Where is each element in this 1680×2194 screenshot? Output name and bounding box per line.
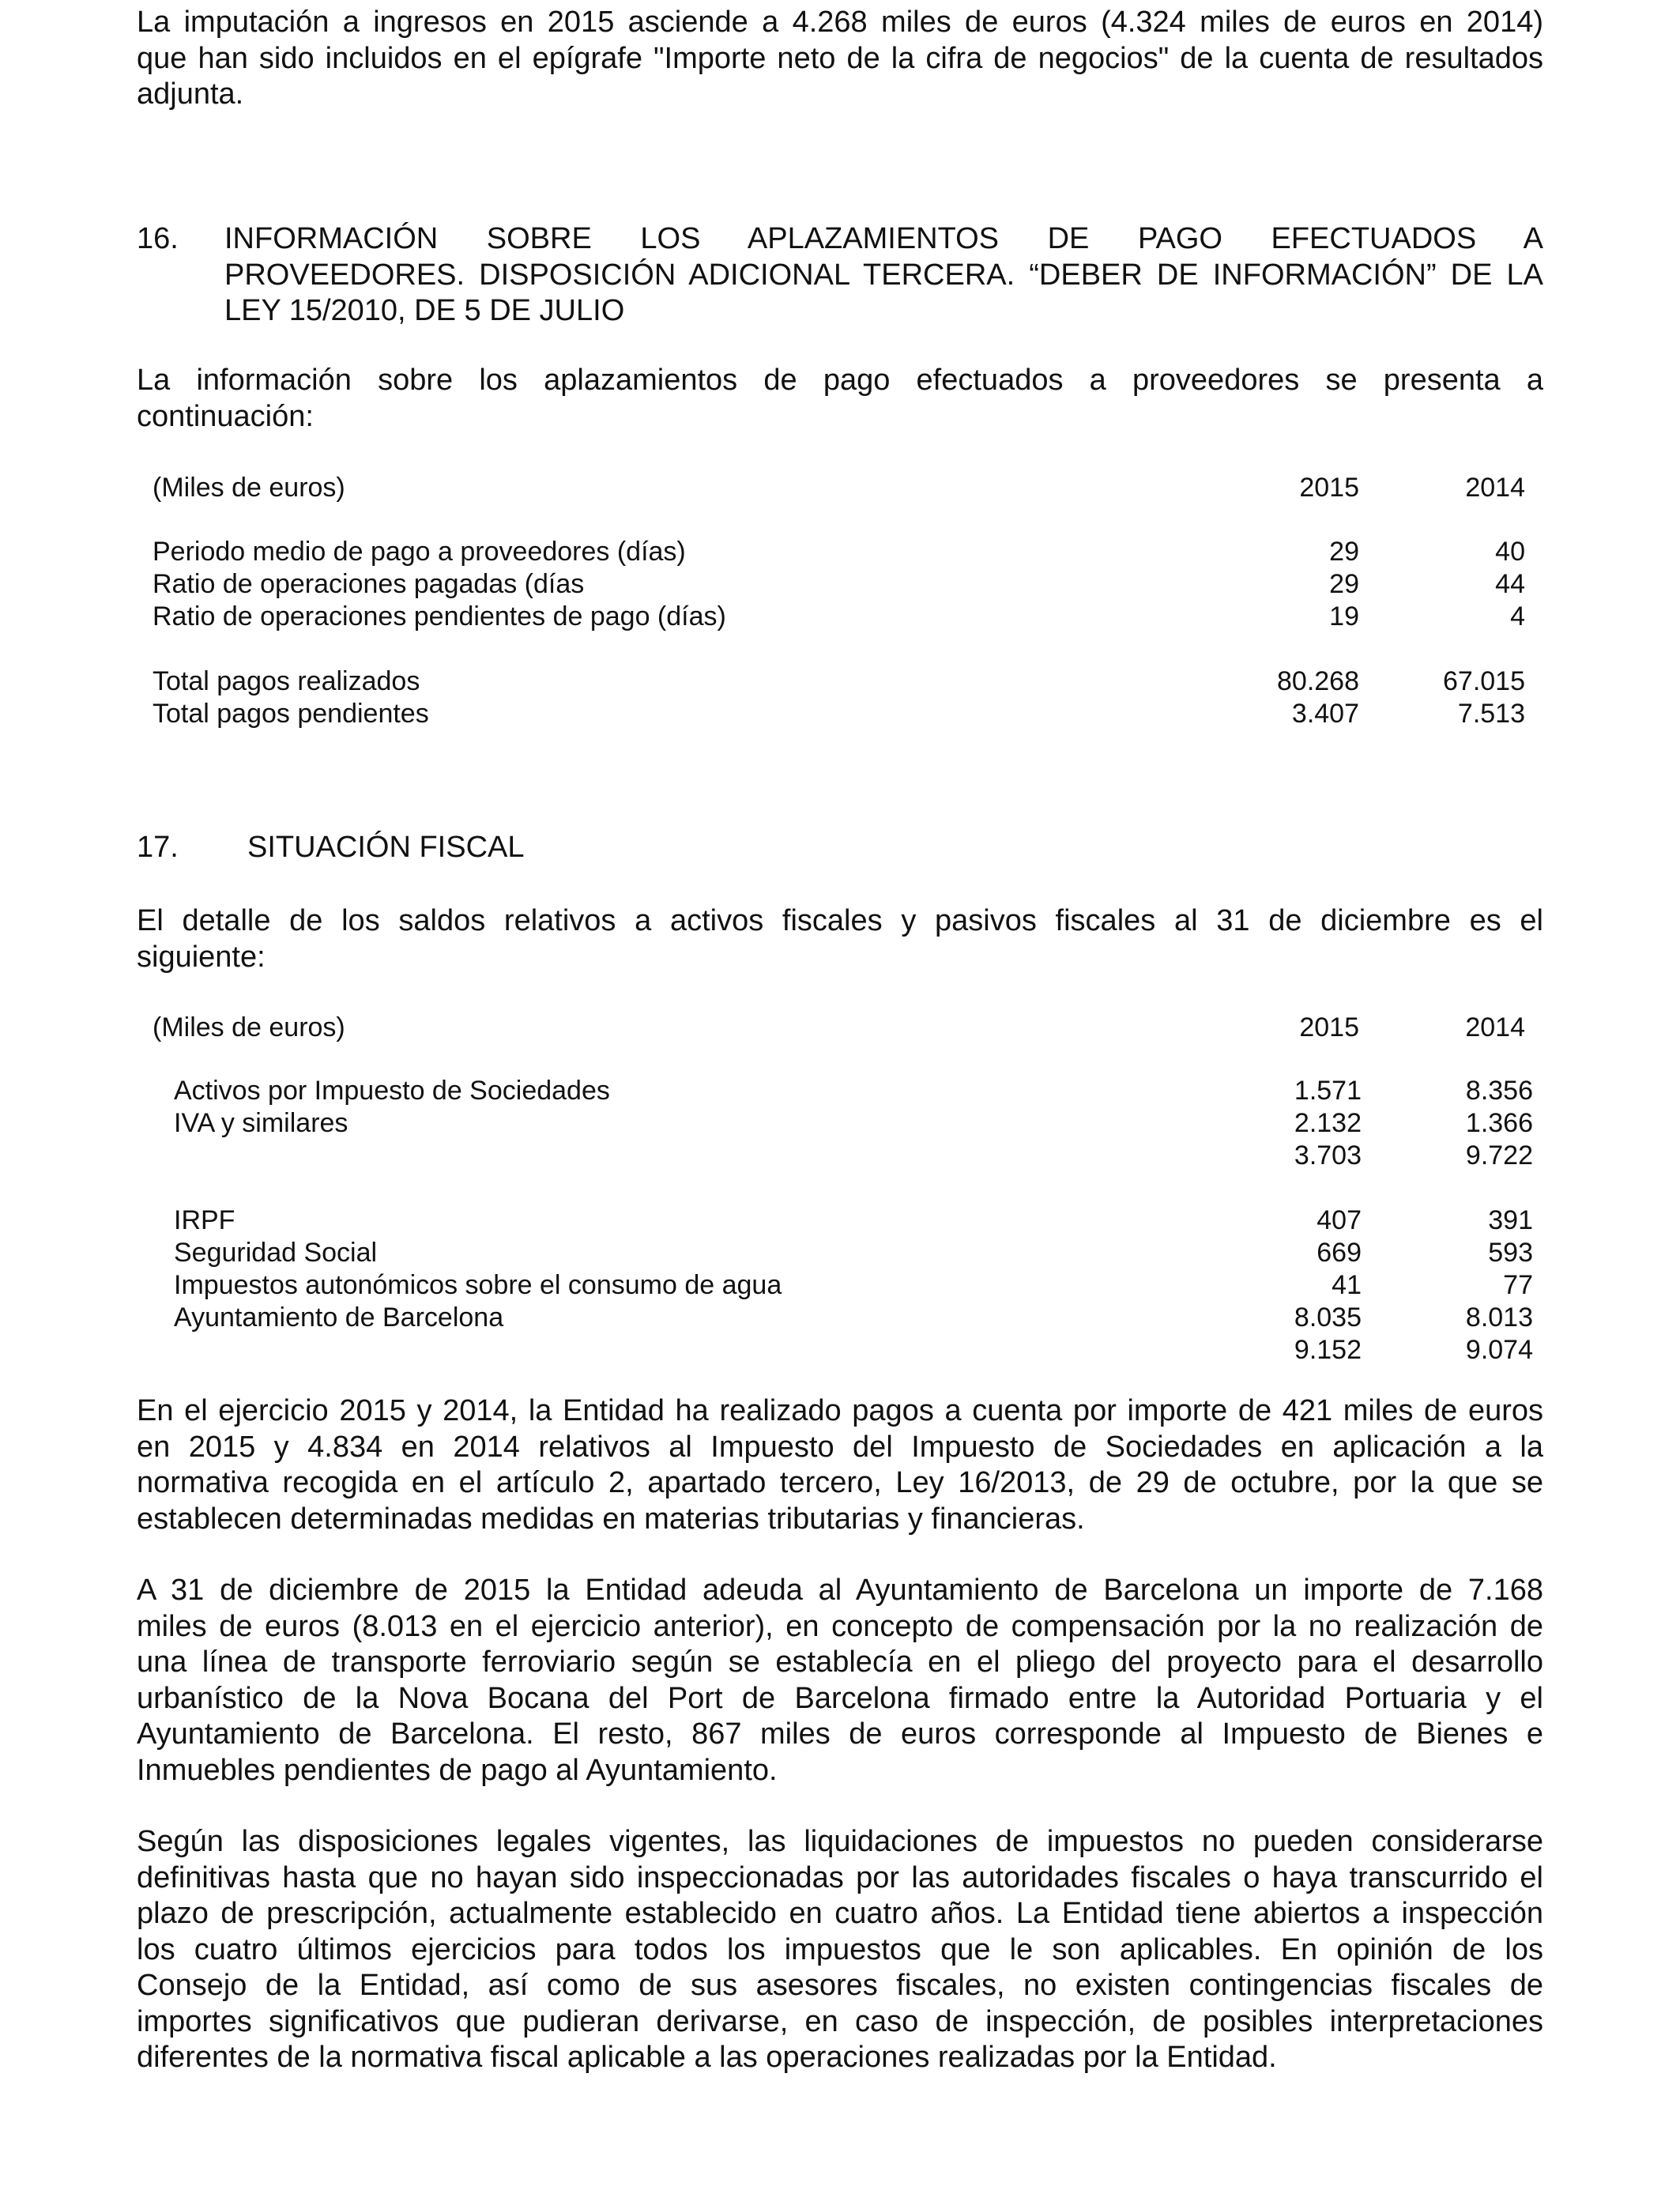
- paragraph-line: urbanístico de la Nova Bocana del Port de Barcelona firmado entre la Autoridad Portuaria y el: [137, 1681, 1543, 1715]
- paragraph-line: plazo de prescripción, actualmente establecido en cuatro años. La Entidad tiene abiertos a inspección: [137, 1897, 1543, 1930]
- table-row-value-2015: 8.035: [1294, 1302, 1362, 1333]
- section-17-title: SITUACIÓN FISCAL: [247, 831, 525, 864]
- paragraph-line: importes significativos que pudieran derivarse, en caso de inspección, de posibles interpretaciones: [137, 2004, 1543, 2038]
- section-16-intro-line: continuación:: [137, 399, 314, 433]
- paragraph-line: los cuatro últimos ejercicios para todos los impuestos que le son aplicables. En opinión de los: [137, 1932, 1543, 1966]
- table-row-label: Impuestos autonómicos sobre el consumo de agua: [174, 1270, 782, 1300]
- table-header-year: 2014: [1465, 473, 1525, 503]
- table-row-value-2015: 2.132: [1294, 1108, 1362, 1138]
- table-row-value-2014: 4: [1510, 601, 1525, 631]
- paragraph-line: en 2015 y 4.834 en 2014 relativos al Impuesto del Impuesto de Sociedades en aplicación a la: [137, 1430, 1543, 1464]
- table-row-value-2015: 407: [1317, 1205, 1362, 1235]
- table-row-value-2014: 593: [1488, 1238, 1533, 1268]
- table-row: [0, 1204, 1680, 1237]
- table-header-year: 2015: [1299, 1012, 1359, 1042]
- table-row-value-2015: 29: [1329, 537, 1359, 567]
- table-row: [0, 536, 1680, 568]
- section-17-intro: [137, 903, 1543, 975]
- paragraph-line: Inmuebles pendientes de pago al Ayuntamiento.: [137, 1753, 778, 1787]
- table-row-value-2015: 669: [1317, 1238, 1362, 1268]
- table-row-value-2015: 29: [1329, 569, 1359, 599]
- section-16-intro: [137, 363, 1543, 435]
- paragraph-line: Consejo de la Entidad, así como de sus asesores fiscales, no existen contingencias fiscales de: [137, 1969, 1543, 2002]
- table-row-label: IRPF: [174, 1205, 235, 1235]
- paragraph-line: miles de euros (8.013 en el ejercicio anterior), en concepto de compensación por la no realización de: [137, 1609, 1543, 1643]
- section-16-title-line: PROVEEDORES. DISPOSICIÓN ADICIONAL TERCERA. “DEBER DE INFORMACIÓN” DE LA: [224, 258, 1543, 292]
- intro-line: que han sido incluidos en el epígrafe "Importe neto de la cifra de negocios" de la cuenta de resultados: [137, 41, 1543, 75]
- table-row-label: Total pagos realizados: [153, 666, 420, 696]
- table-row-value-2014: 77: [1503, 1270, 1533, 1300]
- table-row-value-2014: 8.356: [1465, 1076, 1533, 1106]
- intro-paragraph: [137, 5, 1543, 113]
- section-16-title-line: LEY 15/2010, DE 5 DE JULIO: [224, 294, 625, 327]
- paragraph-line: diferentes de la normativa fiscal aplicable a las operaciones realizadas por la Entidad.: [137, 2041, 1277, 2074]
- table-subtotal-row: [0, 1334, 1680, 1367]
- table-row: [0, 1237, 1680, 1269]
- table-row-value-2014: 44: [1495, 569, 1525, 599]
- table-header-label: (Miles de euros): [153, 1012, 345, 1042]
- paragraph-line: establecen determinadas medidas en materias tributarias y financieras.: [137, 1502, 1085, 1536]
- intro-line: adjunta.: [137, 77, 244, 111]
- table-row: [0, 698, 1680, 730]
- paragraph-line: normativa recogida en el artículo 2, apartado tercero, Ley 16/2013, de 29 de octubre, por la que se: [137, 1466, 1543, 1499]
- table-row: [0, 568, 1680, 601]
- table-row-value-2014: 8.013: [1465, 1302, 1533, 1333]
- table-row: [0, 1107, 1680, 1140]
- paragraph-line: una línea de transporte ferroviario según se establecía en el pliego del proyecto para el desarrollo: [137, 1646, 1543, 1679]
- table-row-value-2015: 19: [1329, 601, 1359, 631]
- table-row-label: IVA y similares: [174, 1108, 348, 1138]
- section-16-title-line: INFORMACIÓN SOBRE LOS APLAZAMIENTOS DE PAGO EFECTUADOS A: [224, 222, 1543, 255]
- table-subtotal-row: [0, 1140, 1680, 1172]
- paragraph-line: En el ejercicio 2015 y 2014, la Entidad ha realizado pagos a cuenta por importe de 421 miles de euros: [137, 1394, 1543, 1427]
- subtotal-value-2015: 3.703: [1294, 1140, 1362, 1171]
- table-row-value-2015: 3.407: [1291, 699, 1359, 729]
- table-row-value-2014: 7.513: [1457, 699, 1525, 729]
- table-header-label: (Miles de euros): [153, 473, 345, 503]
- table-header-year: 2014: [1465, 1012, 1525, 1042]
- table-row-label: Ratio de operaciones pagadas (días: [153, 569, 585, 599]
- section-17-number: 17.: [137, 831, 179, 864]
- table-row-label: Seguridad Social: [174, 1238, 378, 1268]
- table-header-row: [0, 1012, 1680, 1044]
- table-row-label: Total pagos pendientes: [153, 699, 429, 729]
- subtotal-value-2015: 9.152: [1294, 1335, 1362, 1365]
- table-row-label: Periodo medio de pago a proveedores (días): [153, 537, 686, 567]
- section-17-paragraph-2: [137, 1573, 1543, 1789]
- table-row-label: Ayuntamiento de Barcelona: [174, 1302, 504, 1333]
- table-header-row: [0, 472, 1680, 504]
- section-17-paragraph-1: [137, 1393, 1543, 1537]
- table-row-value-2015: 41: [1332, 1270, 1362, 1300]
- paragraph-line: Ayuntamiento de Barcelona. El resto, 867 miles de euros corresponde al Impuesto de Bienes e: [137, 1717, 1543, 1751]
- table-row: [0, 665, 1680, 698]
- table-row-label: Activos por Impuesto de Sociedades: [174, 1076, 610, 1106]
- table-header-year: 2015: [1299, 473, 1359, 503]
- table-row: [0, 1269, 1680, 1302]
- table-row-label: Ratio de operaciones pendientes de pago (días): [153, 601, 726, 631]
- table-row: [0, 1302, 1680, 1334]
- section-16-title: [224, 221, 1543, 330]
- table-row: [0, 601, 1680, 633]
- table-row-value-2015: 1.571: [1294, 1076, 1362, 1106]
- section-17-intro-line: siguiente:: [137, 940, 266, 974]
- section-17-intro-line: El detalle de los saldos relativos a activos fiscales y pasivos fiscales al 31 de diciembre es el: [137, 904, 1543, 937]
- table-row-value-2014: 391: [1488, 1205, 1533, 1235]
- table-row-value-2014: 67.015: [1443, 666, 1525, 696]
- subtotal-value-2014: 9.074: [1465, 1335, 1533, 1365]
- section-17-paragraph-3: [137, 1824, 1543, 2076]
- table-row-value-2014: 40: [1495, 537, 1525, 567]
- table-row-value-2015: 80.268: [1277, 666, 1359, 696]
- section-16-intro-line: La información sobre los aplazamientos de pago efectuados a proveedores se presenta a: [137, 364, 1543, 397]
- table-row-value-2014: 1.366: [1465, 1108, 1533, 1138]
- paragraph-line: Según las disposiciones legales vigentes, las liquidaciones de impuestos no pueden considerarse: [137, 1825, 1543, 1858]
- section-16-number: 16.: [137, 222, 179, 255]
- paragraph-line: definitivas hasta que no hayan sido inspeccionadas por las autoridades fiscales o haya transcurrido el: [137, 1860, 1543, 1894]
- paragraph-line: A 31 de diciembre de 2015 la Entidad adeuda al Ayuntamiento de Barcelona un importe de 7.168: [137, 1574, 1543, 1607]
- table-row: [0, 1075, 1680, 1107]
- subtotal-value-2014: 9.722: [1465, 1140, 1533, 1171]
- intro-line: La imputación a ingresos en 2015 asciende a 4.268 miles de euros (4.324 miles de euros en 2014): [137, 6, 1543, 39]
